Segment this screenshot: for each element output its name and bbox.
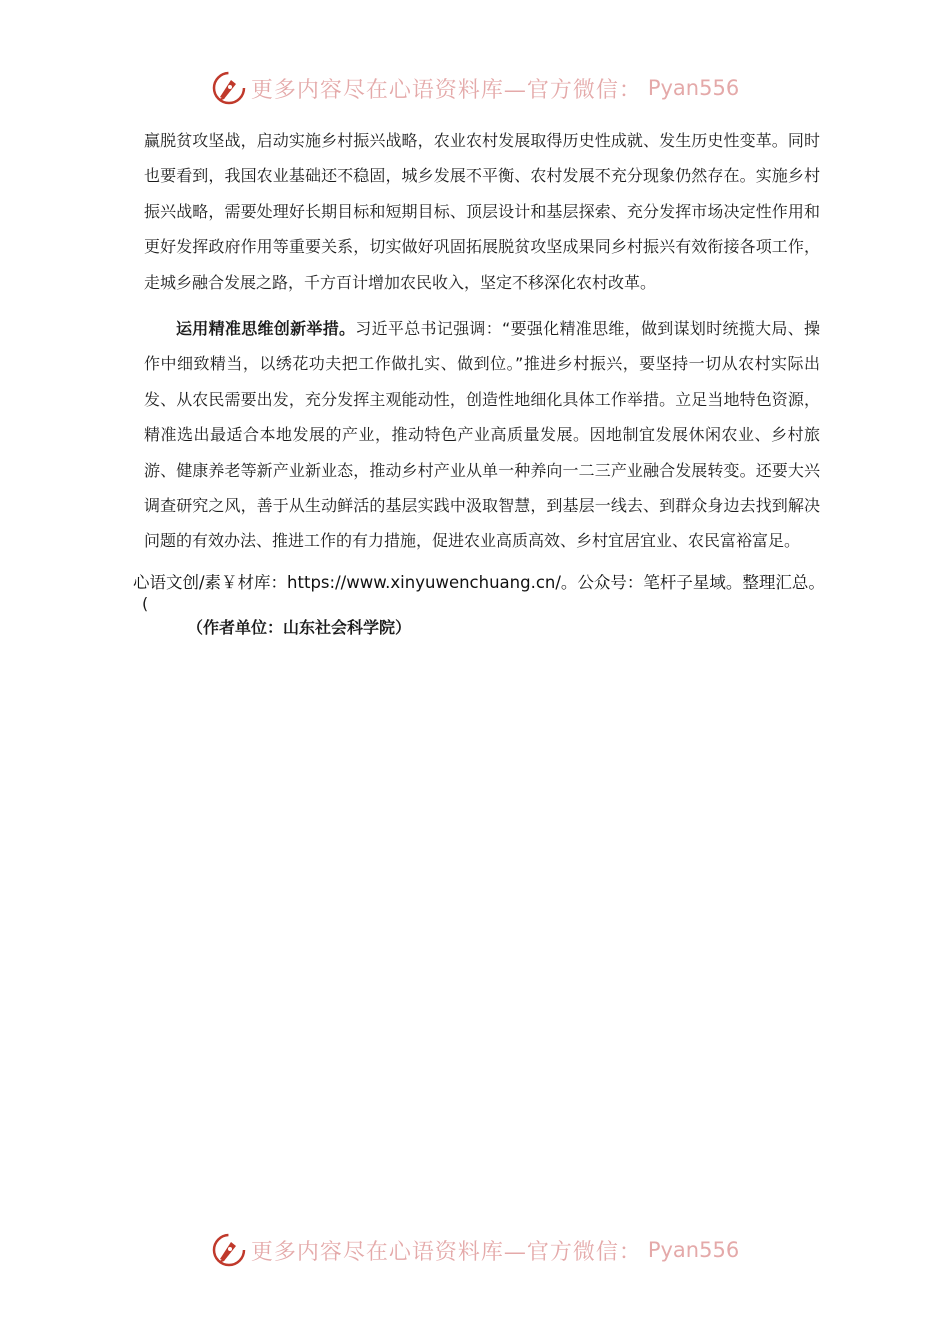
- source-watermark: 心语文创/素￥材库：https://www.xinyuwenchuang.cn/。公众号：笔杆子星域。整理汇总。: [133, 573, 825, 592]
- footer-wechat-id: Pyan556: [647, 1238, 740, 1262]
- footer-banner-text: 更多内容尽在心语资料库—官方微信：: [250, 1239, 642, 1265]
- paragraph-2: [144, 311, 820, 559]
- paragraph-1: 赢脱贫攻坚战，启动实施乡村振兴战略，农业农村发展取得历史性成就、发生历史性变革。同时也要看到，我国农业基础还不稳固，城乡发展不平衡、农村发展不充分现象仍然存在。实施乡村振兴战略，需要处理好长期目标和短期目标、顶层设计和基层探索、充分发挥市场决定性作用和更好发挥政府作用等重要关系，切实做好巩固拓展脱贫攻坚成果同乡村振兴有效衔接各项工作，走城乡融合发展之路，千方百计增加农民收入，坚定不移深化农村改革。: [144, 131, 820, 292]
- paragraph-2-lead: 运用精准思维创新举措。: [176, 319, 356, 339]
- stray-paren: (: [142, 594, 149, 613]
- pen-nib-logo-icon: [211, 1232, 247, 1268]
- header-banner: [0, 70, 950, 106]
- pen-nib-logo-icon: [211, 70, 247, 106]
- paragraph-2-text: 习近平总书记强调：“要强化精准思维，做到谋划时统揽大局、操作中细致精当，以绣花功夫把工作做扎实、做到位。”推进乡村振兴，要坚持一切从农村实际出发、从农民需要出发，充分发挥主观能动性，创造性地细化具体工作举措。立足当地特色资源，精准选出最适合本地发展的产业，推动特色产业高质量发展。因地制宜发展休闲农业、乡村旅游、健康养老等新产业新业态，推动乡村产业从单一种养向一二三产业融合发展转变。还要大兴调查研究之风，善于从生动鲜活的基层实践中汲取智慧，到基层一线去、到群众身边去找到解决问题的有效办法、推进工作的有力措施，促进农业高质高效、乡村宜居宜业、农民富裕富足。: [144, 319, 820, 551]
- article-body: [144, 123, 820, 559]
- author-affiliation: （作者单位：山东社会科学院）: [187, 618, 412, 637]
- header-banner-text: 更多内容尽在心语资料库—官方微信：: [250, 77, 642, 103]
- footer-banner: [0, 1232, 950, 1268]
- header-wechat-id: Pyan556: [647, 76, 740, 100]
